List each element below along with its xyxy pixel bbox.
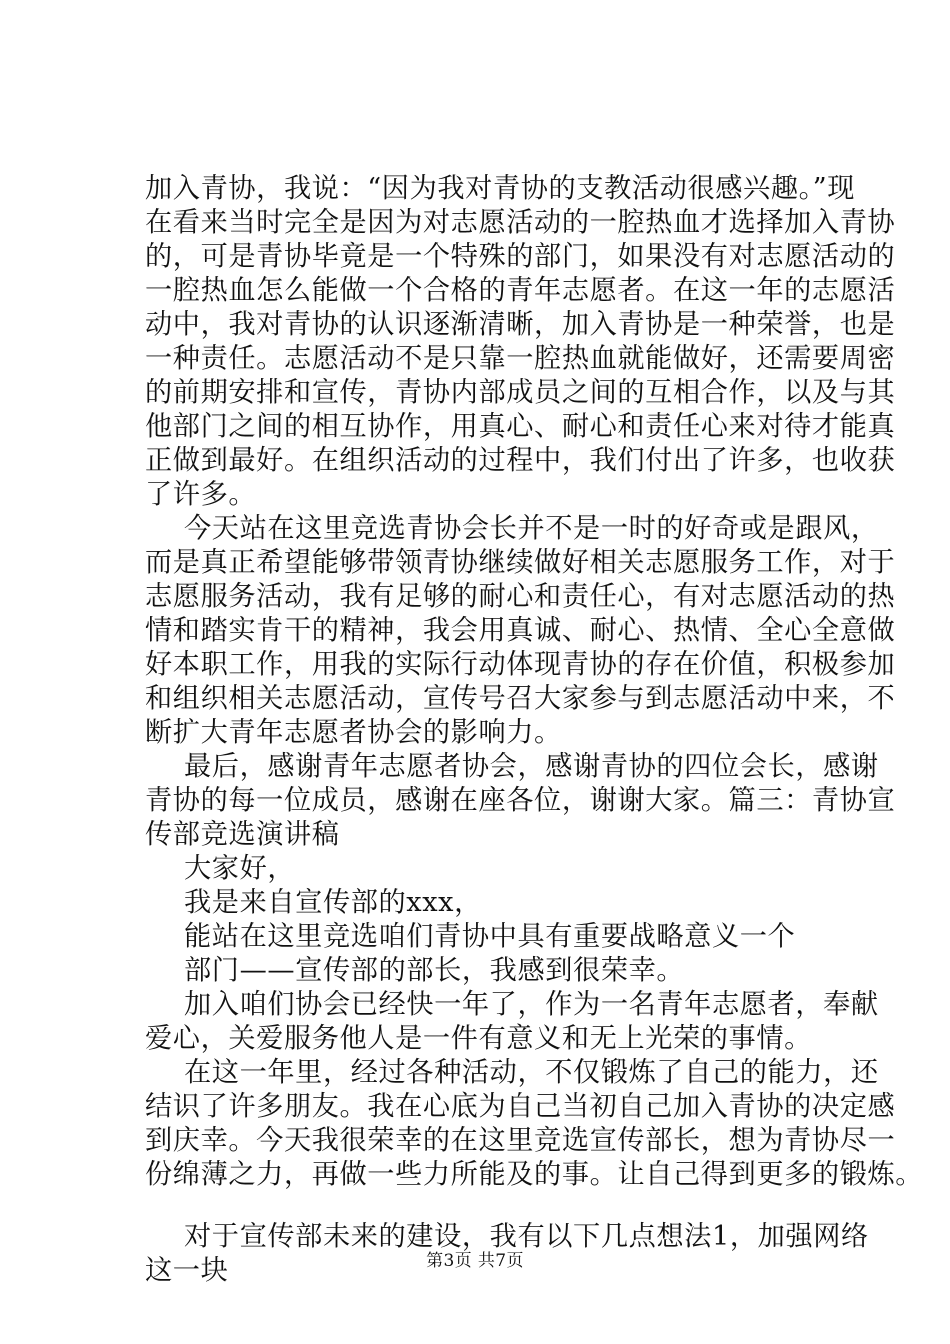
text-line: 而是真正希望能够带领青协继续做好相关志愿服务工作，对于 (145, 547, 896, 578)
text-line: 我是来自宣传部的xxx， (184, 887, 482, 918)
text-line: 大家好， (184, 853, 296, 884)
text-line: 断扩大青年志愿者协会的影响力。 (145, 717, 562, 748)
text-line: 一种责任。志愿活动不是只靠一腔热血就能做好，还需要周密 (145, 343, 896, 374)
page-footer: 第3页 共7页 (426, 1251, 524, 1271)
text-line: 传部竞选演讲稿 (145, 819, 340, 850)
text-line: 情和踏实肯干的精神，我会用真诚、耐心、热情、全心全意做 (145, 615, 896, 646)
text-line: 在这一年里，经过各种活动，不仅锻炼了自己的能力，还 (184, 1057, 879, 1088)
text-line: 份绵薄之力，再做一些力所能及的事。让自己得到更多的锻炼。 (145, 1159, 924, 1190)
text-line: 好本职工作，用我的实际行动体现青协的存在价值，积极参加 (145, 649, 896, 680)
text-line: 对于宣传部未来的建设，我有以下几点想法1，加强网络 (184, 1221, 869, 1252)
text-line: 的，可是青协毕竟是一个特殊的部门，如果没有对志愿活动的 (145, 241, 896, 272)
text-line: 他部门之间的相互协作，用真心、耐心和责任心来对待才能真 (145, 411, 896, 442)
text-line: 能站在这里竞选咱们青协中具有重要战略意义一个 (184, 921, 796, 952)
text-line: 最后，感谢青年志愿者协会，感谢青协的四位会长，感谢 (184, 751, 879, 782)
text-line: 结识了许多朋友。我在心底为自己当初自己加入青协的决定感 (145, 1091, 896, 1122)
document-body (145, 172, 924, 1288)
text-line: 今天站在这里竞选青协会长并不是一时的好奇或是跟风， (184, 513, 879, 544)
text-line: 一腔热血怎么能做一个合格的青年志愿者。在这一年的志愿活 (145, 275, 896, 306)
text-line: 的前期安排和宣传，青协内部成员之间的互相合作，以及与其 (145, 377, 896, 408)
text-line: 正做到最好。在组织活动的过程中，我们付出了许多，也收获 (145, 445, 896, 476)
text-line: 在看来当时完全是因为对志愿活动的一腔热血才选择加入青协 (145, 207, 896, 238)
text-line: 部门——宣传部的部长，我感到很荣幸。 (184, 955, 685, 986)
text-line: 了许多。 (145, 479, 257, 510)
text-line: 加入青协，我说：“因为我对青协的支教活动很感兴趣。”现 (145, 173, 856, 204)
text-line: 到庆幸。今天我很荣幸的在这里竞选宣传部长，想为青协尽一 (145, 1125, 896, 1156)
text-line: 加入咱们协会已经快一年了，作为一名青年志愿者，奉献 (184, 989, 879, 1020)
text-line: 这一块 (145, 1255, 229, 1286)
text-line: 青协的每一位成员，感谢在座各位，谢谢大家。篇三：青协宣 (145, 785, 896, 816)
text-line: 动中，我对青协的认识逐渐清晰，加入青协是一种荣誉，也是 (145, 309, 896, 340)
text-line: 和组织相关志愿活动，宣传号召大家参与到志愿活动中来，不 (145, 683, 896, 714)
text-line: 爱心，关爱服务他人是一件有意义和无上光荣的事情。 (145, 1023, 812, 1054)
text-line: 志愿服务活动，我有足够的耐心和责任心，有对志愿活动的热 (145, 581, 896, 612)
